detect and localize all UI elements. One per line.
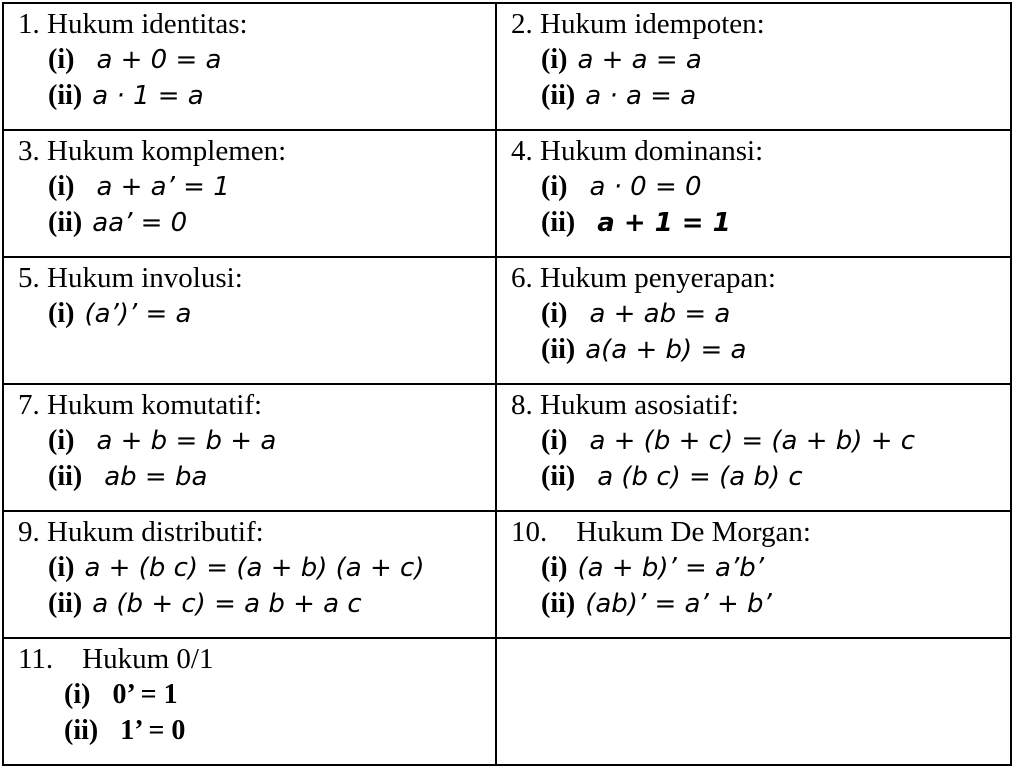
equation-text: (a + b)’ = a’b’ xyxy=(577,553,765,583)
equation-label: (ii) xyxy=(48,80,83,111)
law-title: 4. Hukum dominansi: xyxy=(511,135,764,167)
equation-text: a · a = a xyxy=(585,81,697,111)
law-equation-2 xyxy=(511,205,1010,241)
table-row xyxy=(3,3,1011,130)
equation-label: (ii) xyxy=(48,207,83,238)
equation-label: (ii) xyxy=(48,588,83,619)
equation-text: a (b + c) = a b + a c xyxy=(92,589,362,619)
law-equation-2 xyxy=(511,459,1010,495)
law-cell-commutative xyxy=(3,384,496,511)
law-cell-idempotent xyxy=(496,3,1011,130)
equation-text: a · 1 = a xyxy=(92,81,204,111)
law-title: 9. Hukum distributif: xyxy=(18,516,264,548)
law-title: 5. Hukum involusi: xyxy=(18,262,243,294)
law-equation-1 xyxy=(511,296,1010,332)
law-cell-distributive xyxy=(3,511,496,638)
law-title: 6. Hukum penyerapan: xyxy=(511,262,776,294)
equation-text: (ab)’ = a’ + b’ xyxy=(585,589,772,619)
law-equation-2 xyxy=(511,78,1010,114)
law-title: 1. Hukum identitas: xyxy=(18,8,248,40)
equation-label: (i) xyxy=(48,44,75,75)
law-equation-1 xyxy=(511,423,1010,459)
law-equation-2 xyxy=(18,586,495,622)
law-cell-empty xyxy=(496,638,1011,765)
law-title: 2. Hukum idempoten: xyxy=(511,8,765,40)
law-cell-zero-one xyxy=(3,638,496,765)
law-title: 8. Hukum asosiatif: xyxy=(511,389,739,421)
law-equation-2 xyxy=(511,332,1010,368)
equation-label: (ii) xyxy=(541,461,576,492)
equation-label: (ii) xyxy=(48,461,83,492)
law-equation-2 xyxy=(18,713,495,749)
equation-label: (ii) xyxy=(541,207,576,238)
equation-label: (i) xyxy=(48,425,75,456)
law-equation-2 xyxy=(511,586,1010,622)
equation-label: (ii) xyxy=(64,715,99,746)
law-title: 10. Hukum De Morgan: xyxy=(511,516,811,548)
equation-text: a + 0 = a xyxy=(96,45,222,75)
law-equation-1 xyxy=(511,42,1010,78)
law-equation-1 xyxy=(511,550,1010,586)
table-row xyxy=(3,384,1011,511)
law-title: 11. Hukum 0/1 xyxy=(18,643,214,675)
law-cell-involution xyxy=(3,257,496,384)
law-cell-dominance xyxy=(496,130,1011,257)
equation-label: (i) xyxy=(541,171,568,202)
equation-text: (a’)’ = a xyxy=(84,299,192,329)
law-equation-1 xyxy=(511,169,1010,205)
equation-text: a (b c) = (a b) c xyxy=(597,462,803,492)
law-equation-2 xyxy=(18,459,495,495)
law-cell-de-morgan xyxy=(496,511,1011,638)
equation-text: a · 0 = 0 xyxy=(589,172,702,202)
law-cell-absorption xyxy=(496,257,1011,384)
equation-text: 1’ = 0 xyxy=(120,715,186,746)
law-equation-1 xyxy=(18,296,495,332)
equation-label: (ii) xyxy=(541,588,576,619)
law-title: 3. Hukum komplemen: xyxy=(18,135,287,167)
law-equation-2 xyxy=(18,78,495,114)
table-row xyxy=(3,511,1011,638)
equation-text: aa’ = 0 xyxy=(92,208,188,238)
law-cell-identity xyxy=(3,3,496,130)
law-equation-2 xyxy=(18,205,495,241)
equation-text: a + a = a xyxy=(577,45,702,75)
equation-label: (i) xyxy=(48,171,75,202)
equation-text: a + (b + c) = (a + b) + c xyxy=(589,426,916,456)
equation-text: a + b = b + a xyxy=(96,426,277,456)
table-row xyxy=(3,638,1011,765)
equation-label: (i) xyxy=(64,679,91,710)
equation-label: (i) xyxy=(541,552,568,583)
law-equation-1 xyxy=(18,677,495,713)
table-row xyxy=(3,130,1011,257)
equation-text: a + a’ = 1 xyxy=(96,172,230,202)
law-equation-1 xyxy=(18,550,495,586)
law-equation-1 xyxy=(18,42,495,78)
equation-label: (i) xyxy=(48,298,75,329)
boolean-laws-table xyxy=(2,2,1012,766)
law-equation-1 xyxy=(18,169,495,205)
equation-label: (i) xyxy=(48,552,75,583)
equation-label: (ii) xyxy=(541,80,576,111)
equation-text: a + (b c) = (a + b) (a + c) xyxy=(84,553,425,583)
equation-label: (i) xyxy=(541,44,568,75)
table-row xyxy=(3,257,1011,384)
equation-label: (ii) xyxy=(541,334,576,365)
law-equation-1 xyxy=(18,423,495,459)
equation-text: a(a + b) = a xyxy=(585,335,747,365)
equation-text: ab = ba xyxy=(104,462,208,492)
equation-text: a + 1 = 1 xyxy=(597,208,731,238)
equation-label: (i) xyxy=(541,298,568,329)
equation-text: a + ab = a xyxy=(589,299,731,329)
law-cell-associative xyxy=(496,384,1011,511)
law-title: 7. Hukum komutatif: xyxy=(18,389,263,421)
equation-text: 0’ = 1 xyxy=(112,679,178,710)
law-cell-complement xyxy=(3,130,496,257)
equation-label: (i) xyxy=(541,425,568,456)
